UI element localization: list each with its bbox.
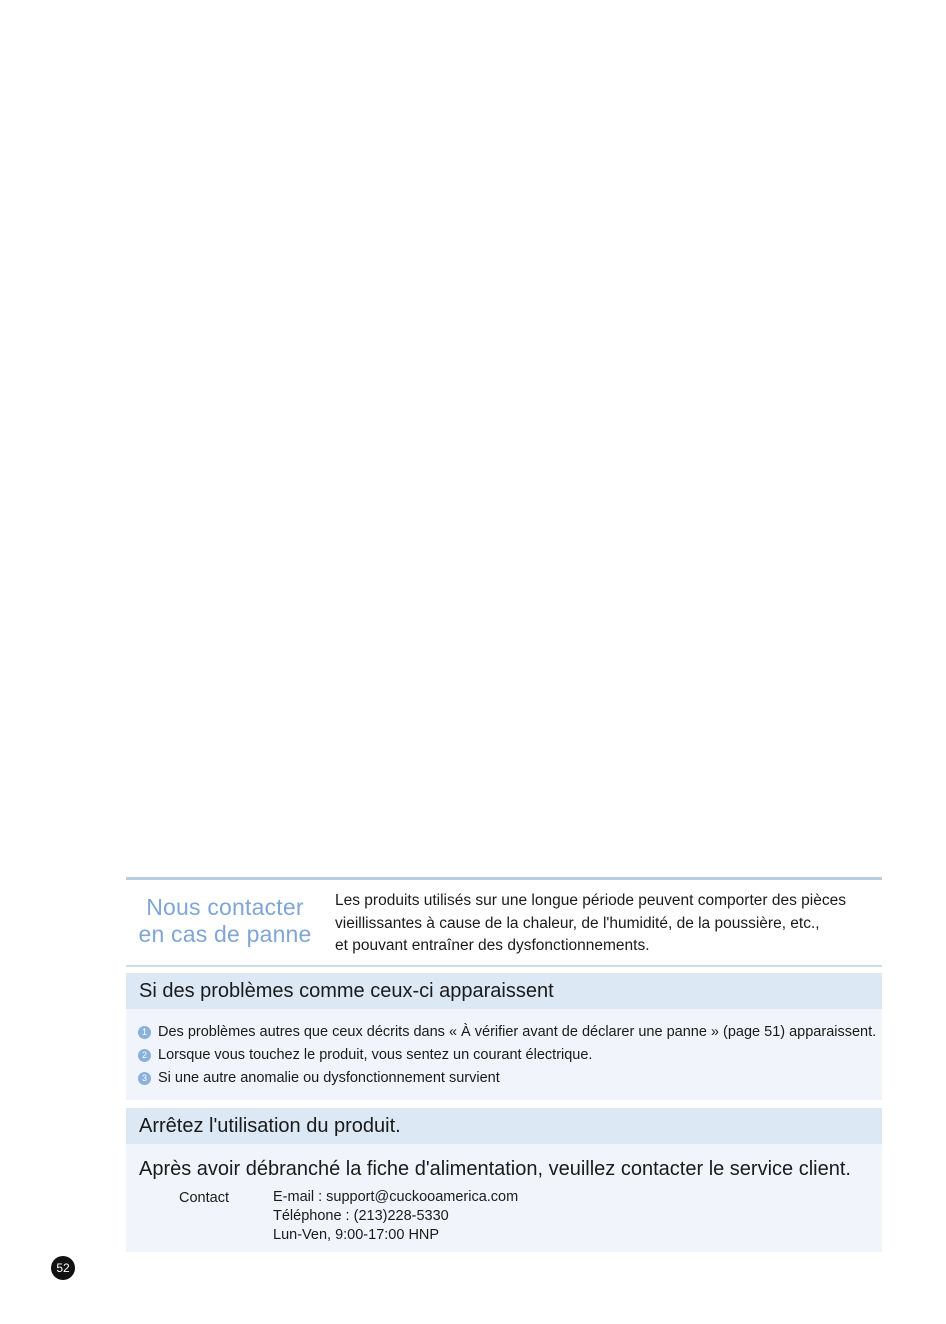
contact-details xyxy=(273,1188,518,1245)
contact-instruction: Après avoir débranché la fiche d'alimentation, veuillez contacter le service client. xyxy=(139,1158,851,1180)
contact-label: Contact xyxy=(179,1190,229,1206)
contact-phone: Téléphone : (213)228-5330 xyxy=(273,1208,449,1224)
number-badge-icon: 1 xyxy=(138,1026,151,1039)
number-badge-icon: 3 xyxy=(138,1072,151,1085)
intro-line: et pouvant entraîner des dysfonctionnements. xyxy=(335,937,650,954)
intro-line: Les produits utilisés sur une longue période peuvent comporter des pièces xyxy=(335,892,846,909)
problem-item xyxy=(138,1045,592,1065)
problems-heading: Si des problèmes comme ceux-ci apparaissent xyxy=(139,980,554,1002)
section-divider xyxy=(126,965,882,967)
problem-text: Lorsque vous touchez le produit, vous sentez un courant électrique. xyxy=(158,1047,593,1063)
contact-panel xyxy=(126,1144,882,1252)
section-title-line2: en cas de panne xyxy=(138,921,312,947)
number-badge-icon: 2 xyxy=(138,1049,151,1062)
contact-hours: Lun-Ven, 9:00-17:00 HNP xyxy=(273,1227,440,1243)
problem-item xyxy=(138,1022,876,1042)
page-number-badge: 52 xyxy=(51,1256,75,1280)
section-intro xyxy=(335,890,880,958)
section-header xyxy=(126,880,882,964)
problem-text: Des problèmes autres que ceux décrits dans « À vérifier avant de déclarer une panne » (page 51) apparaissent. xyxy=(158,1024,877,1040)
problem-item xyxy=(138,1068,500,1088)
problems-heading-band xyxy=(126,973,882,1009)
section-title xyxy=(126,894,324,948)
intro-line: vieillissantes à cause de la chaleur, de l'humidité, de la poussière, etc., xyxy=(335,914,820,932)
contact-email: E-mail : support@cuckooamerica.com xyxy=(273,1189,519,1205)
action-heading: Arrêtez l'utilisation du produit. xyxy=(139,1115,401,1137)
section-title-line1: Nous contacter xyxy=(146,894,304,920)
action-heading-band xyxy=(126,1108,882,1144)
problem-text: Si une autre anomalie ou dysfonctionnement survient xyxy=(158,1070,500,1086)
problems-panel xyxy=(126,1009,882,1100)
